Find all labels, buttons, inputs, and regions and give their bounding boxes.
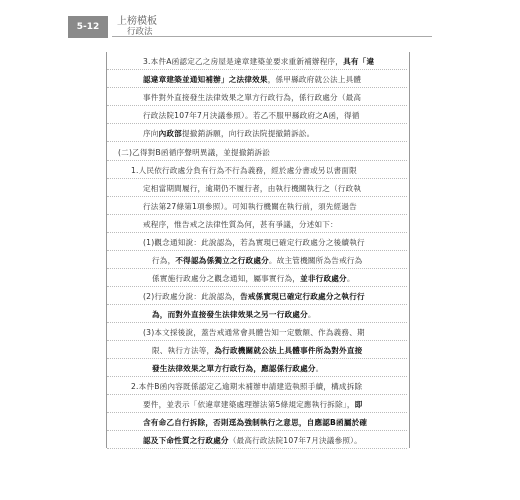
text-row-divider [107,430,407,431]
text-row-divider [107,87,407,88]
body-text-segment: 限、執行方法等， [152,346,215,355]
body-line [143,292,365,302]
body-text-segment: 序向 [143,129,159,138]
body-line [152,346,362,356]
body-text-segment: 2.本件B函內容既係認定乙逾期未補辦申請建造執照手續，構成拆除 [131,382,363,391]
text-row-divider [107,178,407,179]
body-text-segment: 具有「違 [343,57,375,66]
body-text-segment: 即 [354,400,363,409]
text-row-divider [107,268,407,269]
body-text-segment: 係實施行政處分之觀念通知，屬事實行為， [152,274,301,283]
body-text-segment: 並非行政處分 [300,274,347,283]
page-number-tab: 5-12 [68,16,108,38]
body-text-segment: (3)本文採後說，蓋告戒通常會具體告知一定數額、作為義務、期 [143,328,365,337]
body-line [143,111,360,121]
text-row-divider [107,69,407,70]
body-text-segment: 行為， [152,256,176,265]
body-text-segment: 。 [346,274,355,283]
body-text-segment: 告戒係實現已確定行政處分之執行行 [240,292,365,301]
body-line [143,436,362,446]
text-row-divider [107,141,407,142]
body-line [143,75,361,85]
text-row-divider [107,304,407,305]
text-row-divider [107,196,407,197]
body-line [131,382,362,392]
body-line [152,310,316,320]
body-text-segment: 含有命乙自行拆除，否則逕為強制執行之意思，自應認B函屬於確 [143,418,368,427]
body-line [143,202,357,212]
body-text-segment: 定相當期間履行，逾期仍不履行者，由執行機關執行之（行政執 [143,184,362,193]
subject-label: 行政法 [127,27,153,37]
body-line [143,400,362,410]
body-text-segment: 1.人民依行政處分負有行為不行為義務，經於處分書或另以書面限 [131,166,357,175]
body-text-segment: （最高行政法院107年7月決議參照）。 [228,436,362,445]
body-text-segment: 。 [307,310,316,319]
body-text-segment: 為行政機關就公法上具體事件所為對外直接 [214,346,363,355]
text-row-divider [107,412,407,413]
body-line [143,184,361,194]
body-text-segment: 發生法律效果之單方行政行為，應認係行政處分 [152,364,316,373]
body-text-segment: (二)乙得對B函循序聲明異議，並提撤銷訴訟 [118,148,271,157]
body-text-segment: 不得認為係獨立之行政處分 [175,256,269,265]
body-text-segment: 事件對外直接發生法律效果之單方行政行為，係行政處分（最高 [143,93,362,102]
text-row-divider [107,358,407,359]
text-row-divider [107,340,407,341]
body-line [143,129,314,139]
text-row-divider [107,376,407,377]
body-text-segment: 認違章建築並通知補辦」之法律效果 [143,75,268,84]
body-text-segment: 。 [315,364,324,373]
body-line [131,166,357,176]
body-text-segment: 要件，並表示「依違章建築處理辦法第5條規定應執行拆除」， [143,400,355,409]
text-row-divider [107,322,407,323]
body-line [152,256,362,266]
body-line [143,328,365,338]
body-text-segment: 認及下命性質之行政處分 [143,436,229,445]
text-row-divider [107,160,407,161]
body-text-segment: (1)觀念通知說：此說認為，若為實現已確定行政處分之後續執行 [143,238,365,247]
text-row-divider [107,214,407,215]
body-line [143,93,361,103]
body-text-segment: (2)行政處分說：此說認為， [143,292,241,301]
book-title: 上榜模板 [117,16,157,27]
body-text-segment: 為，而對外直接發生法律效果之另一行政處分 [152,310,308,319]
body-line [118,148,270,158]
body-text-segment: 。故主管機關所為告戒行為 [268,256,363,265]
body-text-segment: 戒程序，惟告戒之法律性質為何，甚有爭議，分述如下： [143,220,338,229]
body-line [143,57,374,67]
header-rule [112,36,432,37]
body-text-segment: 內政部 [158,129,182,138]
text-row-divider [107,105,407,106]
body-text-segment: 提撤銷訴願，向行政法院提撤銷訴訟。 [181,129,315,138]
body-text-segment: 行法第27條第1項參照）。可知執行機關在執行前，須先經過告 [143,202,357,211]
text-row-divider [107,250,407,251]
body-text-segment: 行政法院107年7月決議參照）。若乙不服甲縣政府之A函，得循 [143,111,360,120]
body-line [143,238,365,248]
text-row-divider [107,286,407,287]
body-text-segment: ，係甲縣政府就公法上具體 [267,75,362,84]
text-row-divider [107,232,407,233]
body-text-segment: 3.本件A函認定乙之房屋是違章建築並要求重新補辦程序， [143,57,344,66]
text-row-divider [107,394,407,395]
body-line [152,364,323,374]
text-row-divider [107,448,407,449]
body-line [143,220,338,230]
body-line [143,418,367,428]
body-line [152,274,355,284]
text-row-divider [107,123,407,124]
